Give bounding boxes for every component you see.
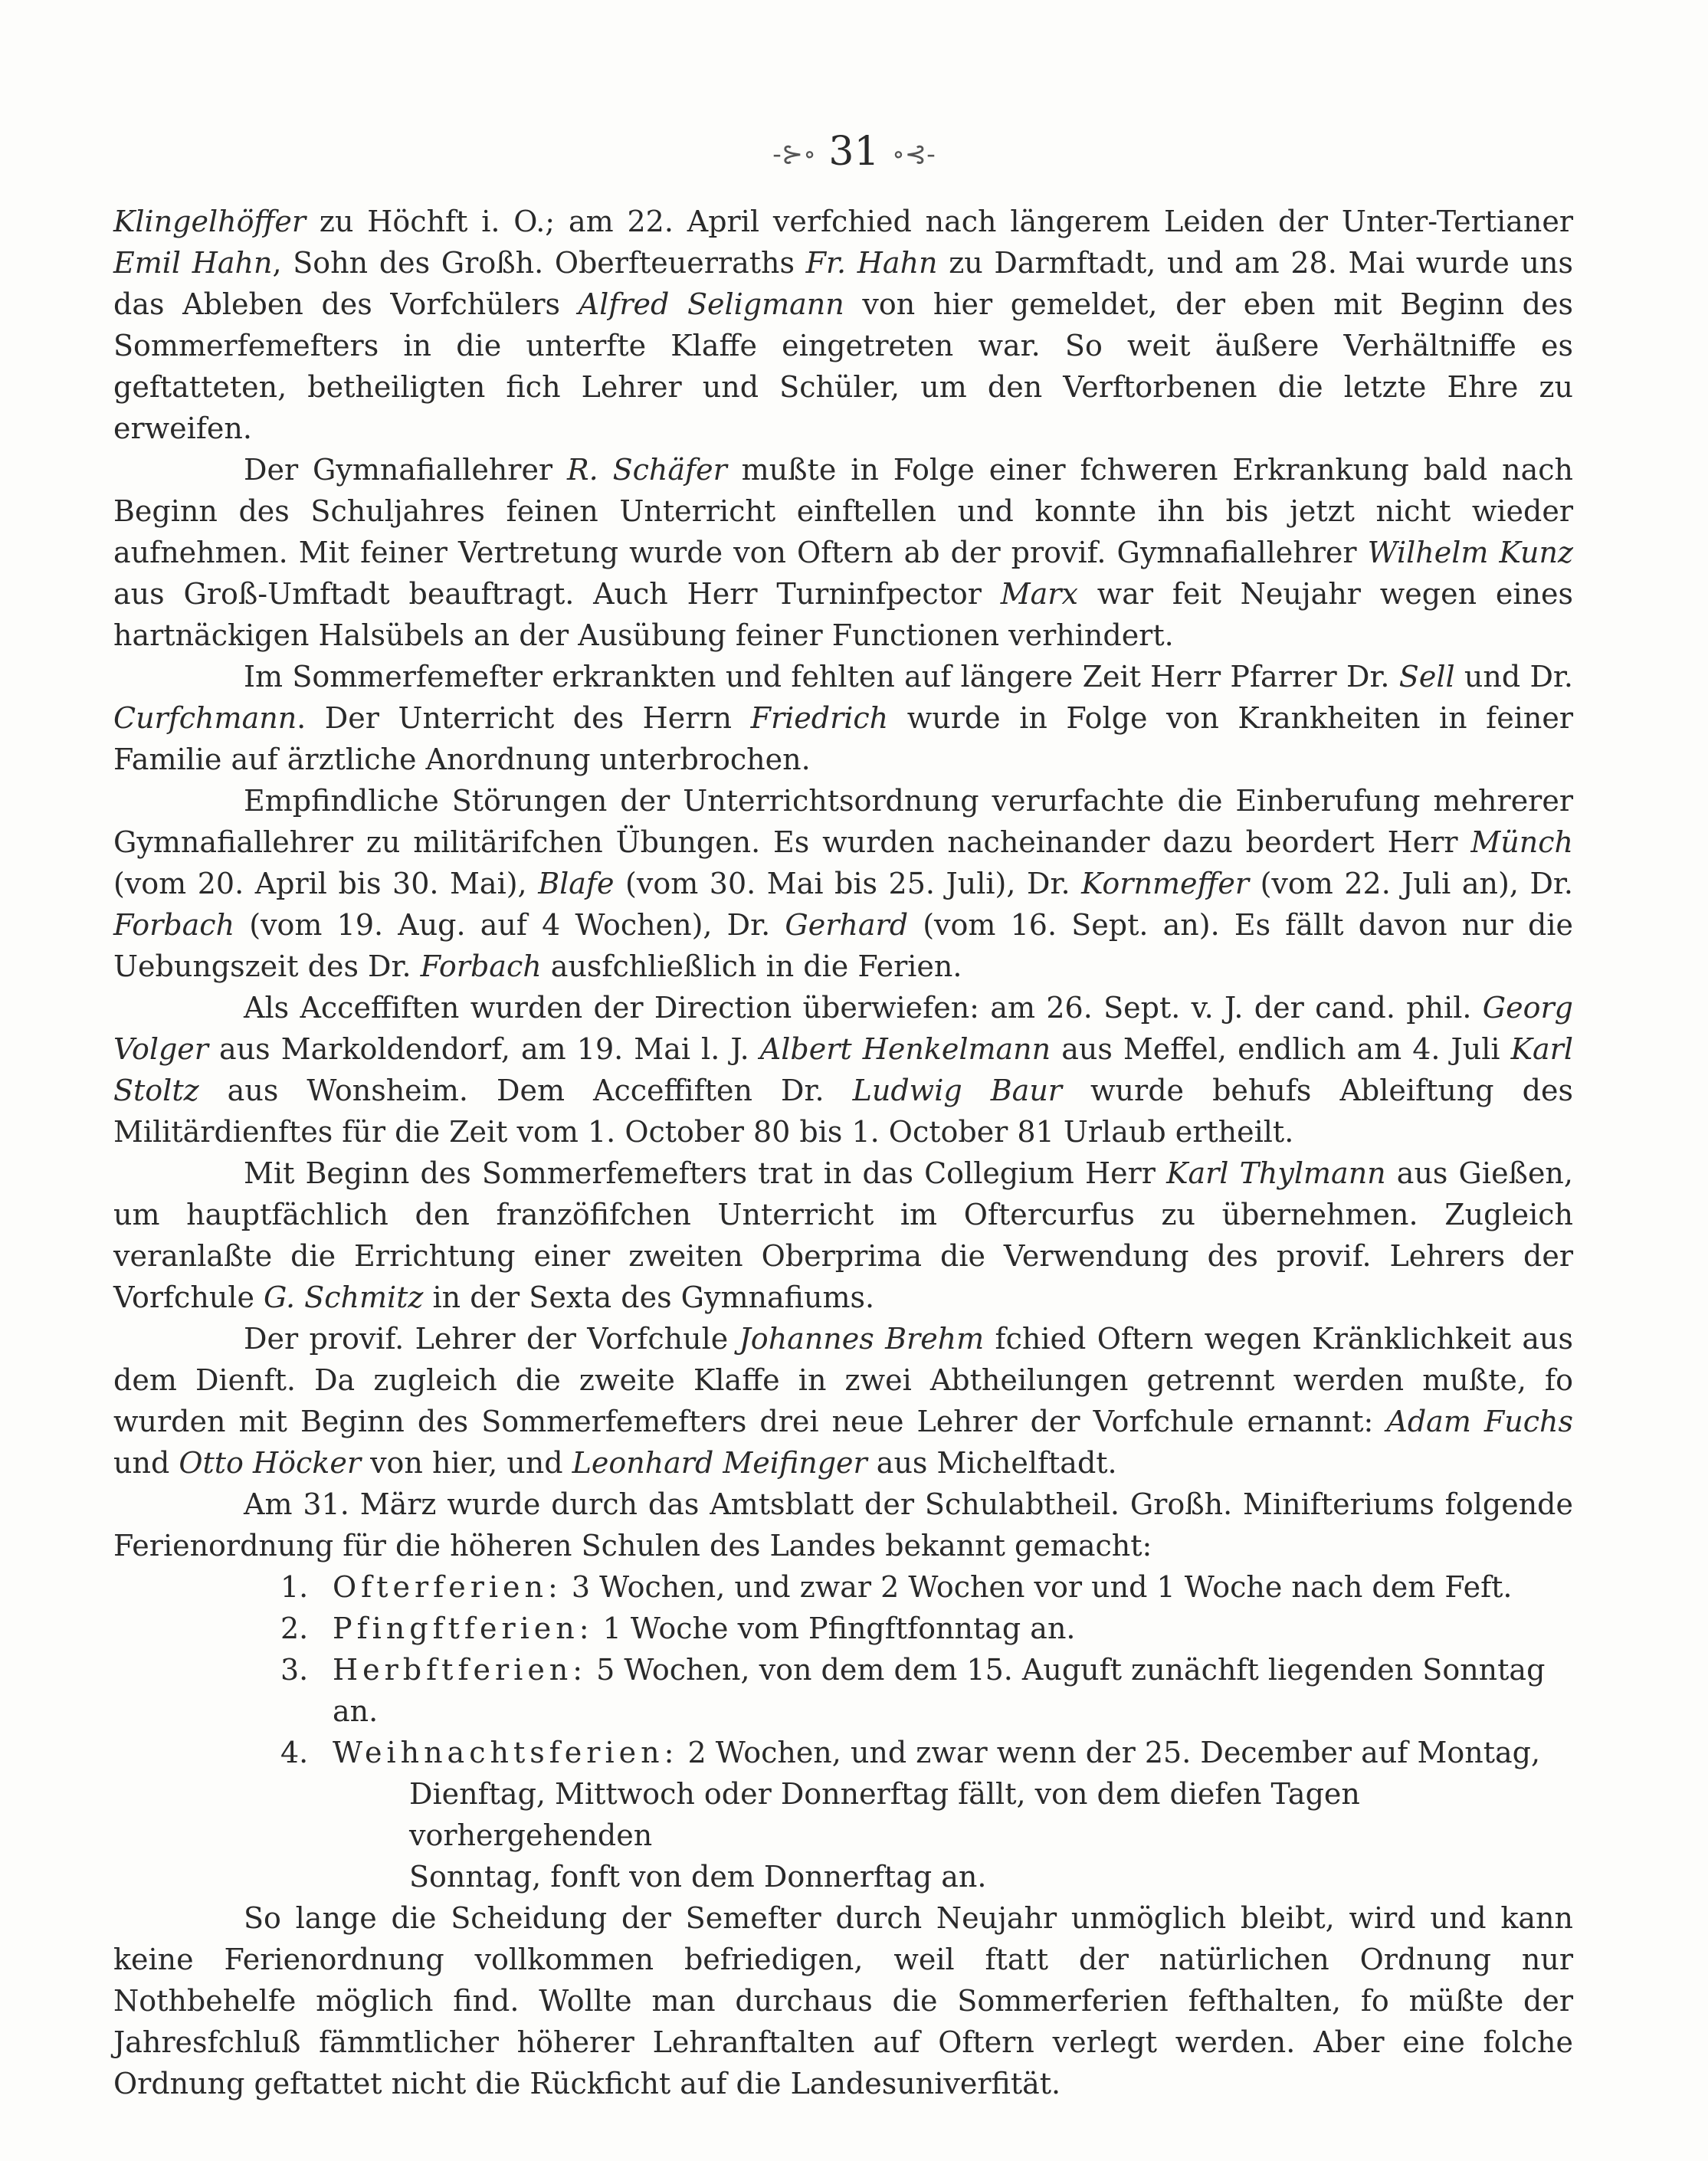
ornament-right: ∘⊰- xyxy=(892,139,936,170)
text-span: Mit Beginn des Sommerfemefters trat in das Collegium Herr xyxy=(244,1156,1167,1190)
paragraph-closing xyxy=(113,1897,1573,2104)
name-adam-fuchs: Adam Fuchs xyxy=(1386,1405,1573,1438)
paragraph-illness xyxy=(113,656,1573,780)
name-g-schmitz: G. Schmitz xyxy=(264,1281,424,1314)
list-continuation: Dienftag, Mittwoch oder Donnerftag fällt, von dem diefen Tagen vorhergehenden xyxy=(409,1777,1360,1852)
text-span: aus Wonsheim. Dem Acceffiften Dr. xyxy=(198,1074,853,1107)
list-number: 2. xyxy=(280,1612,309,1645)
text-span: ausfchließlich in die Ferien. xyxy=(541,949,962,983)
list-item xyxy=(113,1732,1573,1897)
list-text: 1 Woche vom Pfingftfonntag an. xyxy=(593,1612,1076,1645)
text-span: zu Höchft i. O.; am 22. April verfchied nach längerem Leiden der Unter-Tertianer xyxy=(306,205,1573,238)
paragraph-brehm xyxy=(113,1318,1573,1484)
ornament-left: -⊱∘ xyxy=(772,139,816,170)
text-span: Am 31. März wurde durch das Amtsblatt der Schulabtheil. Großh. Minifteriums folgende Ferienordnung für die höheren Schulen des Landes bekannt gemacht: xyxy=(113,1487,1573,1563)
list-text: 2 Wochen, und zwar wenn der 25. December auf Montag, xyxy=(678,1736,1541,1769)
text-span: und xyxy=(113,1446,179,1480)
text-span: von hier gemeldet, der eben mit Beginn des Sommerfemefters in die unterfte Klaffe eingetreten war. So weit äußere Verhältniffe es geftatteten, betheiligten fich Lehrer und Schüler, um den Verftorbenen die letzte Ehre zu erweifen. xyxy=(113,287,1573,445)
name-georg-volger: Georg Volger xyxy=(113,991,1573,1066)
text-span: aus Meffel, endlich am 4. Juli xyxy=(1051,1032,1511,1066)
text-span: zu Darmftadt, und am 28. Mai wurde uns das Ableben des Vorfchülers xyxy=(113,246,1573,321)
list-term: Herbftferien: xyxy=(333,1653,588,1687)
text-span: fchied Oftern wegen Kränklichkeit aus dem Dienft. Da zugleich die zweite Klaffe in zwei Abtheilungen getrennt werden mußte, fo wurden mit Beginn des Sommerfemefters drei neue Lehrer der Vorfchule ernannt: xyxy=(113,1322,1573,1438)
list-text: 5 Wochen, von dem dem 15. Auguft zunächft liegenden Sonntag an. xyxy=(333,1653,1546,1728)
text-span: aus Markoldendorf, am 19. Mai l. J. xyxy=(208,1032,760,1066)
paragraph-schaefer xyxy=(113,449,1573,656)
text-span: (vom 30. Mai bis 25. Juli), Dr. xyxy=(614,867,1082,900)
text-span: , Sohn des Großh. Oberfteuerraths xyxy=(272,246,806,280)
paragraph-thylmann xyxy=(113,1153,1573,1318)
list-item xyxy=(113,1608,1573,1649)
list-number: 4. xyxy=(280,1736,309,1769)
list-item xyxy=(113,1566,1573,1608)
name-forbach: Forbach xyxy=(113,908,235,942)
name-kornmesser: Kornmeffer xyxy=(1081,867,1250,900)
name-r-schaefer: R. Schäfer xyxy=(567,453,727,487)
name-forbach-2: Forbach xyxy=(420,949,542,983)
text-span: So lange die Scheidung der Semefter durch Neujahr unmöglich bleibt, wird und kann keine Ferienordnung vollkommen befriedigen, weil ftatt der natürlichen Ordnung nur Nothbehelfe möglich find. Wollte man durchaus die Sommerferien fefthalten, fo müßte der Jahresfchluß fämmtlicher höherer Lehranftalten auf Oftern verlegt werden. Aber eine folche Ordnung geftattet nicht die Rückficht auf die Landesuniverfität. xyxy=(113,1901,1573,2100)
name-leonhard-meisinger: Leonhard Meifinger xyxy=(572,1446,867,1480)
text-span: wurde in Folge von Krankheiten in feiner Familie auf ärztliche Anordnung unterbrochen. xyxy=(113,701,1573,776)
list-term: Weihnachtsferien: xyxy=(333,1736,679,1769)
text-span: Der provif. Lehrer der Vorfchule xyxy=(244,1322,739,1356)
text-span: von hier, und xyxy=(361,1446,572,1480)
page-header xyxy=(0,129,1708,178)
name-karl-stoltz: Karl Stoltz xyxy=(113,1032,1574,1107)
paragraph-accessists xyxy=(113,987,1573,1153)
text-span: Im Sommerfemefter erkrankten und fehlten auf längere Zeit Herr Pfarrer Dr. xyxy=(244,660,1399,694)
name-gerhard: Gerhard xyxy=(785,908,909,942)
text-span: und Dr. xyxy=(1454,660,1574,694)
text-span: in der Sexta des Gymnafiums. xyxy=(423,1281,875,1314)
body-text xyxy=(113,201,1573,2104)
list-term: Ofterferien: xyxy=(333,1570,562,1604)
list-continuation: Sonntag, fonft von dem Donnerftag an. xyxy=(409,1860,987,1894)
name-muench: Münch xyxy=(1470,825,1573,859)
text-span: . Der Unterricht des Herrn xyxy=(297,701,751,735)
text-span: (vom 20. April bis 30. Mai), xyxy=(113,867,539,900)
name-karl-thylmann: Karl Thylmann xyxy=(1166,1156,1386,1190)
list-term: Pfingftferien: xyxy=(333,1612,594,1645)
text-span: aus Gießen, um hauptfächlich den franzöfifchen Unterricht im Oftercurfus zu übernehmen. Zugleich veranlaßte die Errichtung einer zweiten Oberprima die Verwendung des provif. Lehrers der Vorfchule xyxy=(113,1156,1573,1314)
name-blase: Blafe xyxy=(538,867,615,900)
name-klingelhoeffer: Klingelhöffer xyxy=(113,205,307,238)
name-friedrich: Friedrich xyxy=(750,701,889,735)
name-fr-hahn: Fr. Hahn xyxy=(805,246,938,280)
text-span: Als Acceffiften wurden der Direction überwiefen: am 26. Sept. v. J. der cand. phil. xyxy=(244,991,1483,1025)
name-alfred-seligmann: Alfred Seligmann xyxy=(578,287,844,321)
name-albert-henkelmann: Albert Henkelmann xyxy=(759,1032,1051,1066)
list-number: 1. xyxy=(280,1570,309,1604)
name-curschmann: Curfchmann xyxy=(113,701,297,735)
name-ludwig-baur: Ludwig Baur xyxy=(852,1074,1062,1107)
name-sell: Sell xyxy=(1398,660,1455,694)
text-span: wurde behufs Ableiftung des Militärdienftes für die Zeit vom 1. October 80 bis 1. October 81 Urlaub ertheilt. xyxy=(113,1074,1573,1149)
list-item xyxy=(113,1649,1573,1732)
text-span: war feit Neujahr wegen eines hartnäckigen Halsübels an der Ausübung feiner Functionen verhindert. xyxy=(113,577,1573,652)
name-johannes-brehm: Johannes Brehm xyxy=(739,1322,985,1356)
page-number: 31 xyxy=(828,129,880,175)
paragraph-military xyxy=(113,780,1573,987)
list-text: 3 Wochen, und zwar 2 Wochen vor und 1 Woche nach dem Feft. xyxy=(562,1570,1513,1604)
paragraph-deaths xyxy=(113,201,1573,449)
text-span: mußte in Folge einer fchweren Erkrankung bald nach Beginn des Schuljahres feinen Unterricht einftellen und konnte ihn bis jetzt nicht wieder aufnehmen. Mit feiner Vertretung wurde von Oftern ab der provif. Gymnafiallehrer xyxy=(113,453,1573,569)
name-emil-hahn: Emil Hahn xyxy=(113,246,273,280)
text-span: Der Gymnafiallehrer xyxy=(244,453,567,487)
list-number: 3. xyxy=(280,1653,309,1687)
text-span: aus Michelftadt. xyxy=(867,1446,1117,1480)
name-otto-hoecker: Otto Höcker xyxy=(179,1446,361,1480)
text-span: aus Groß-Umftadt beauftragt. Auch Herr Turninfpector xyxy=(113,577,1001,611)
text-span: (vom 22. Juli an), Dr. xyxy=(1249,867,1573,900)
holiday-list xyxy=(113,1566,1573,1897)
text-span: Empfindliche Störungen der Unterrichtsordnung verurfachte die Einberufung mehrerer Gymnafiallehrer zu militärifchen Übungen. Es wurden nacheinander dazu beordert Herr xyxy=(113,784,1573,859)
name-marx: Marx xyxy=(1000,577,1078,611)
paragraph-ferienordnung-intro xyxy=(113,1484,1573,1566)
text-span: (vom 19. Aug. auf 4 Wochen), Dr. xyxy=(234,908,785,942)
text-span: (vom 16. Sept. an). Es fällt davon nur die Uebungszeit des Dr. xyxy=(113,908,1573,983)
name-wilhelm-kunz: Wilhelm Kunz xyxy=(1367,536,1573,569)
